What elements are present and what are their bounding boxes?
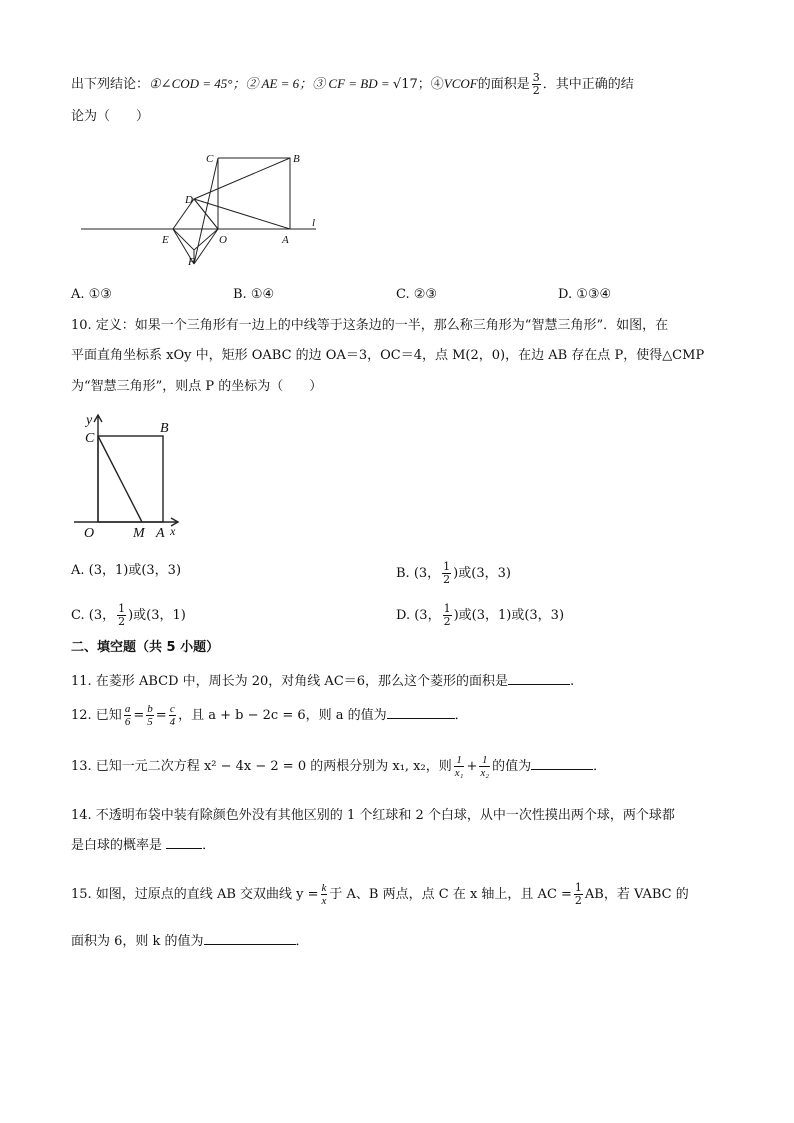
q10-optc-post: )或(3，1) <box>128 608 186 623</box>
q10-figure <box>72 410 192 542</box>
answer-blank[interactable] <box>508 670 570 685</box>
fraction-c-4 <box>169 703 177 728</box>
label-C: C <box>85 431 95 446</box>
q15-post: AB，若 VABC 的 <box>584 887 689 902</box>
fraction-b-5 <box>146 703 154 728</box>
frac-num: k <box>321 882 327 894</box>
segment-cf <box>194 158 218 264</box>
q9-area-text: 的面积是 <box>477 77 530 92</box>
label-x: x <box>170 524 176 538</box>
fraction-half <box>442 561 451 586</box>
q12-end: ． <box>454 708 468 723</box>
frac-den: 2 <box>574 894 582 907</box>
q10-optb-pre: B. (3， <box>396 566 441 581</box>
q9-fraction-3-2 <box>532 72 541 97</box>
frac-den: 2 <box>443 573 451 586</box>
frac-den: 2 <box>118 615 126 628</box>
q14-text: 是白球的概率是 <box>71 838 163 853</box>
label-D: D <box>185 194 193 206</box>
q12-mid: ，且 a + b − 2c = 6，则 a 的值为 <box>178 708 387 723</box>
q11-text: 11. 在菱形 ABCD 中，周长为 20，对角线 AC＝6，那么这个菱形的面积是 <box>71 674 509 689</box>
fraction-a-6 <box>124 703 132 728</box>
frac-den: 6 <box>124 716 131 728</box>
frac-den: 4 <box>169 716 176 728</box>
square-cb-ba <box>218 158 290 229</box>
segment-da <box>194 199 290 229</box>
answer-blank[interactable] <box>387 704 455 719</box>
label-O: O <box>84 526 95 541</box>
q9-line1 <box>71 72 634 97</box>
answer-blank[interactable] <box>204 930 296 945</box>
q13-mid: 的值为 <box>492 759 532 774</box>
frac-num: 1 <box>454 754 465 767</box>
q10-option-a[interactable]: A. (3，1)或(3，3) <box>71 563 182 578</box>
label-C: C <box>206 153 214 165</box>
frac-den: 2 <box>443 615 451 628</box>
fraction-1-x2 <box>479 754 490 779</box>
answer-blank[interactable] <box>166 834 202 849</box>
fraction-half <box>117 603 126 628</box>
q15-mid: 于 A、B 两点，点 C 在 x 轴上，且 AC = <box>329 887 572 902</box>
q15-line1 <box>71 882 689 907</box>
label-M: M <box>133 526 145 541</box>
label-F: F <box>188 256 195 268</box>
q9-option-d[interactable]: D. ①③④ <box>558 287 612 302</box>
q9-tail: ．其中正确的结 <box>542 77 634 92</box>
q13 <box>71 754 606 779</box>
section-heading: 二、填空题（共 5 小题） <box>71 640 220 655</box>
frac-num: c <box>169 703 175 715</box>
q9-conclusion-1: ①∠COD = 45°； <box>149 76 246 91</box>
q10-optd-post: )或(3，1)或(3，3) <box>453 608 565 623</box>
q10-line2: 平面直角坐标系 xOy 中，矩形 OABC 的边 OA＝3，OC＝4，点 M(2，0)，在边 AB 存在点 P，使得△CMP <box>71 348 705 363</box>
q15-end: ． <box>295 934 309 949</box>
label-E: E <box>162 234 169 246</box>
label-l: l <box>312 217 316 229</box>
q9-conclusion-2: ② AE = 6； <box>245 76 313 91</box>
q9-line2: 论为（ ） <box>71 109 150 124</box>
frac-num: 1 <box>443 602 451 615</box>
q10-optc-pre: C. (3， <box>71 608 116 623</box>
frac-num: a <box>124 703 131 715</box>
fraction-k-x <box>321 882 328 907</box>
q9-option-c[interactable]: C. ②③ <box>396 287 438 302</box>
plus: + <box>466 759 478 774</box>
fraction-half <box>574 882 583 907</box>
frac-num: b <box>147 703 153 715</box>
frac-den: x₂ <box>480 767 490 779</box>
frac-den: x <box>321 895 327 907</box>
q11 <box>71 670 574 692</box>
label-O: O <box>219 234 227 246</box>
segment-cm <box>98 436 142 522</box>
q11-end: . <box>570 674 575 689</box>
q13-end: ． <box>593 759 607 774</box>
frac-den: 5 <box>147 716 153 728</box>
q10-option-b[interactable] <box>396 561 511 586</box>
label-y: y <box>86 413 93 428</box>
label-A: A <box>156 526 165 541</box>
q9-conclusion-4: ④ <box>430 77 444 92</box>
q12-pre: 12. 已知 <box>71 708 122 723</box>
q14-end: ． <box>202 838 216 853</box>
q9-sqrt17: √17 <box>392 77 418 92</box>
label-B: B <box>293 153 300 165</box>
fraction-1-x1 <box>454 754 465 779</box>
q12 <box>71 703 468 728</box>
q10-optb-post: )或(3，3) <box>453 566 511 581</box>
label-B: B <box>160 421 169 436</box>
q14-line2 <box>71 834 215 856</box>
frac-num: 1 <box>574 881 582 894</box>
q9-triangle-cof: VCOF <box>443 76 478 91</box>
q9-option-a[interactable]: A. ①③ <box>71 287 112 302</box>
q15-pre: 15. 如图，过原点的直线 AB 交双曲线 y = <box>71 887 319 902</box>
label-A: A <box>282 234 289 246</box>
equals: = <box>155 708 167 723</box>
q9-prefix: 出下列结论： <box>71 77 150 92</box>
q10-line3: 为“智慧三角形”，则点 P 的坐标为（ ） <box>71 379 323 394</box>
q10-optd-pre: D. (3， <box>396 608 441 623</box>
q9-conclusion-3: ③ CF = BD = <box>312 76 393 91</box>
frac-num: 1 <box>479 754 490 767</box>
q10-option-d[interactable] <box>396 603 564 628</box>
rectangle-oabc <box>98 436 163 522</box>
q9-option-b[interactable]: B. ①④ <box>233 287 275 302</box>
quad-deof <box>173 199 218 250</box>
frac-num: 1 <box>443 560 451 573</box>
q9-frac-den: 2 <box>532 84 540 97</box>
q9-figure <box>78 150 328 268</box>
q10-option-c[interactable] <box>71 603 186 628</box>
q15-line2 <box>71 930 309 952</box>
q14-line1: 14. 不透明布袋中装有除颜色外没有其他区别的 1 个红球和 2 个白球，从中一次性摸出两个球，两个球都 <box>71 808 675 823</box>
q10-line1: 10. 定义：如果一个三角形有一边上的中线等于这条边的一半，那么称三角形为“智慧三角形”．如图，在 <box>71 318 669 333</box>
q13-pre: 13. 已知一元二次方程 x² − 4x − 2 = 0 的两根分别为 x₁, x₂，则 <box>71 759 452 774</box>
q15-text: 面积为 6，则 k 的值为 <box>71 934 204 949</box>
q9-frac-num: 3 <box>532 71 540 84</box>
equals: = <box>133 708 145 723</box>
answer-blank[interactable] <box>531 755 593 770</box>
frac-num: 1 <box>118 602 126 615</box>
frac-den: x₁ <box>454 767 464 779</box>
q9-sep: ； <box>417 77 431 92</box>
fraction-half <box>443 603 452 628</box>
